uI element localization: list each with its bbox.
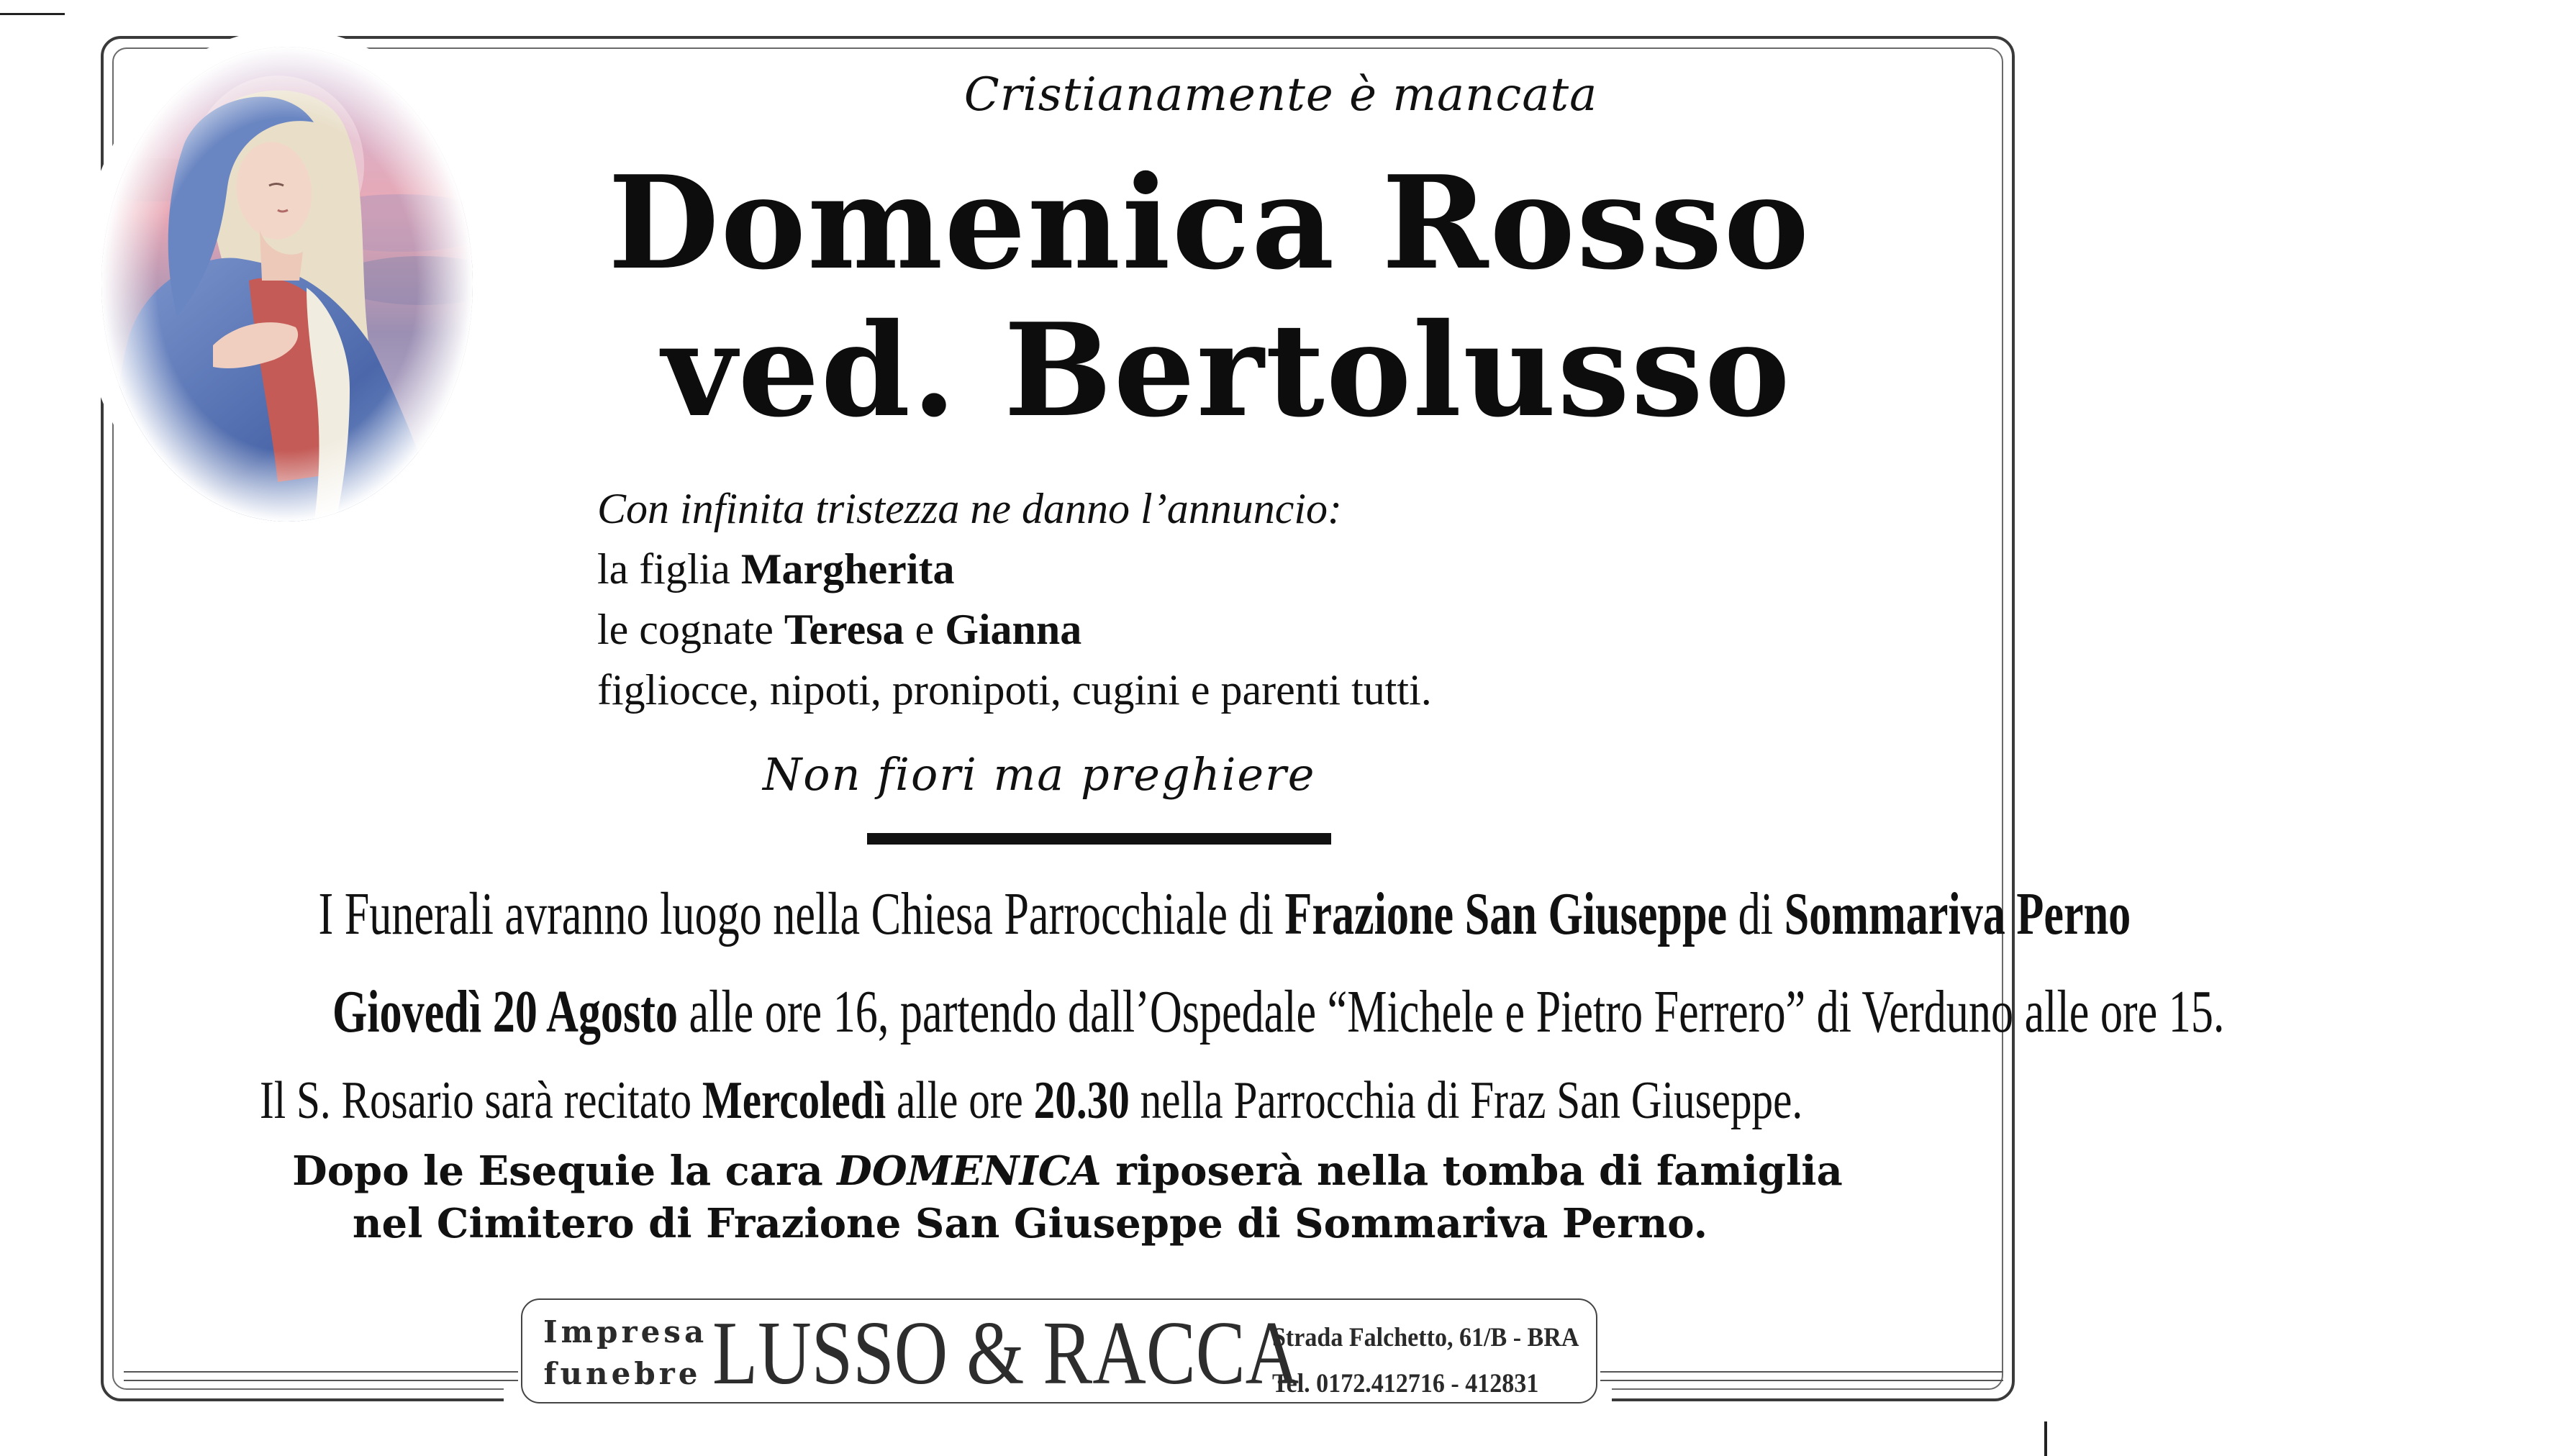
funeral-home-name: LUSSO & RACCA <box>712 1303 1300 1403</box>
funeral-home-phone: Tel. 0172.412716 - 412831 <box>1272 1369 1539 1398</box>
burial-name: DOMENICA <box>837 1147 1102 1195</box>
intro-line: Cristianamente è mancata <box>963 68 1598 122</box>
funeral-date: Giovedì 20 Agosto <box>332 978 678 1045</box>
funeral-text: I Funerali avranno luogo nella Chiesa Parrocchiale di <box>318 881 1285 947</box>
rosary-day: Mercoledì <box>702 1071 886 1130</box>
section-divider <box>867 833 1331 845</box>
deceased-widow-of: ved. Bertolusso <box>662 295 1792 445</box>
family-line-daughter <box>597 539 1432 599</box>
burial-text: Dopo le Esequie la cara <box>292 1147 838 1195</box>
funeral-place-frazione: Frazione San Giuseppe <box>1284 881 1728 947</box>
label-funebre: funebre <box>543 1356 702 1391</box>
rosary-line <box>0 1070 2063 1132</box>
edge-mark <box>2044 1421 2047 1456</box>
footer-rule-left <box>124 1371 518 1381</box>
name-gianna: Gianna <box>945 606 1082 653</box>
rosary-text: Il S. Rosario sarà recitato <box>260 1071 703 1130</box>
funeral-place-town: Sommariva Perno <box>1784 881 2131 947</box>
name-teresa: Teresa <box>784 606 904 653</box>
burial-text-2: riposerà nella tomba di famiglia <box>1101 1147 1843 1195</box>
burial-line-1 <box>36 1147 2099 1195</box>
deceased-name: Domenica Rosso <box>608 147 1811 298</box>
footer-rule-right <box>1600 1371 2003 1381</box>
funeral-line-2 <box>0 977 2225 1047</box>
relation-sisters-in-law: le cognate <box>597 606 784 653</box>
rosary-place: nella Parrocchia di Fraz San Giuseppe. <box>1130 1071 1803 1130</box>
funeral-time-departure: alle ore 16, partendo dall’Ospedale “Michele e Pietro Ferrero” di Verduno alle ore 15. <box>677 978 2225 1045</box>
family-line-relatives: figliocce, nipoti, pronipoti, cugini e parenti tutti. <box>597 666 1432 714</box>
funeral-home-label <box>543 1311 708 1395</box>
join-and: e <box>904 606 945 653</box>
family-line-sisters-in-law <box>597 599 1432 660</box>
funeral-text-di: di <box>1727 881 1784 947</box>
family-announcement <box>597 478 1432 720</box>
corner-mark <box>0 13 65 15</box>
funeral-line-1 <box>0 879 2131 949</box>
announcement-lead: Con infinita tristezza ne danno l’annuncio: <box>597 485 1342 532</box>
funeral-home-contact <box>1272 1315 1606 1407</box>
funeral-home-address: Strada Falchetto, 61/B - BRA <box>1272 1323 1579 1352</box>
no-flowers-line: Non fiori ma preghiere <box>763 748 1316 801</box>
relation-daughter: la figlia <box>597 545 741 593</box>
name-margherita: Margherita <box>740 545 955 593</box>
rosary-text-ore: alle ore <box>886 1071 1035 1130</box>
rosary-time: 20.30 <box>1034 1071 1130 1130</box>
burial-line-2: nel Cimitero di Frazione San Giuseppe di Sommariva Perno. <box>352 1200 1708 1247</box>
label-impresa: Impresa <box>543 1314 708 1350</box>
